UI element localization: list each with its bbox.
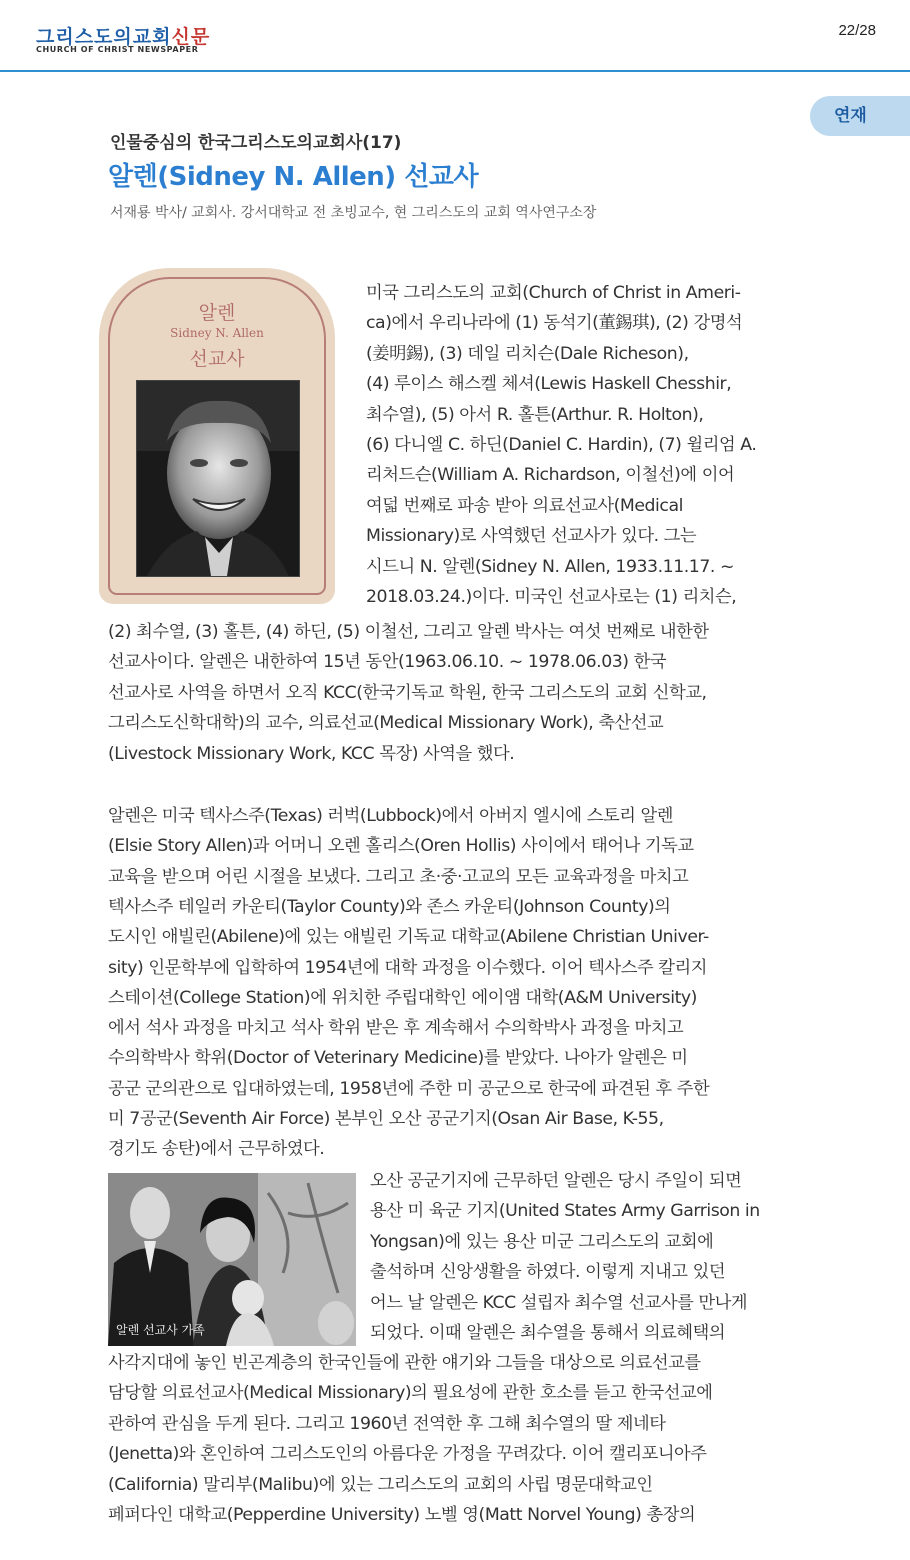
body-text-line: 미 7공군(Seventh Air Force) 본부인 오산 공군기지(Osan Air Base, K-55, bbox=[108, 1109, 664, 1129]
body-text-line: 사각지대에 놓인 빈곤계층의 한국인들에 관한 얘기와 그들을 대상으로 의료선교를 bbox=[108, 1353, 701, 1373]
body-text-line: (California) 말리부(Malibu)에 있는 그리스도의 교회의 사립 명문대학교인 bbox=[108, 1474, 653, 1495]
logo-subtitle: CHURCH OF CHRIST NEWSPAPER bbox=[36, 45, 199, 54]
body-text-line: 담당할 의료선교사(Medical Missionary)의 필요성에 관한 호소를 듣고 한국선교에 bbox=[108, 1383, 713, 1404]
body-text-line: 페퍼다인 대학교(Pepperdine University) 노벨 영(Matt Norvel Young) 총장의 bbox=[108, 1505, 696, 1525]
masthead bbox=[0, 0, 910, 72]
body-text-line: 공군 군의관으로 입대하였는데, 1958년에 주한 미 공군으로 한국에 파견된 후 주한 bbox=[108, 1078, 710, 1099]
body-text-line: (2) 최수열, (3) 홀튼, (4) 하딘, (5) 이철선, 그리고 알렌 박사는 여섯 번째로 내한한 bbox=[108, 622, 709, 642]
body-text-line: (6) 다니엘 C. 하딘(Daniel C. Hardin), (7) 윌리엄 A. bbox=[366, 435, 757, 455]
body-text-line: 텍사스주 테일러 카운티(Taylor County)와 존스 카운티(Johnson County)의 bbox=[108, 896, 671, 917]
portrait-name-en: Sidney N. Allen bbox=[170, 326, 264, 340]
body-text-line: sity) 인문학부에 입학하여 1954년에 대학 과정을 이수했다. 이어 텍사스주 칼리지 bbox=[108, 957, 707, 978]
body-text-line: 도시인 애빌린(Abilene)에 있는 애빌린 기독교 대학교(Abilene Christian Univer- bbox=[108, 927, 709, 948]
family-photo bbox=[108, 1173, 356, 1346]
body-text-line: 알렌은 미국 텍사스주(Texas) 러벅(Lubbock)에서 아버지 엘시에 스토리 알렌 bbox=[108, 806, 673, 826]
body-text-line: 그리스도신학대학)의 교수, 의료선교(Medical Missionary Work), 축산선교 bbox=[108, 713, 664, 734]
body-text-line: (Livestock Missionary Work, KCC 목장) 사역을 했다. bbox=[108, 743, 515, 764]
body-text-line: 경기도 송탄)에서 근무하였다. bbox=[108, 1139, 325, 1160]
body-text-line: 관하여 관심을 두게 된다. 그리고 1960년 전역한 후 그해 최수열의 딸 제네타 bbox=[108, 1413, 666, 1434]
body-text-line: ca)에서 우리나라에 (1) 동석기(董錫琪), (2) 강명석 bbox=[366, 313, 743, 334]
body-text-line: 미국 그리스도의 교회(Church of Christ in Ameri- bbox=[366, 283, 741, 303]
body-text-line: 시드니 N. 알렌(Sidney N. Allen, 1933.11.17. ~ bbox=[366, 556, 734, 577]
logo-text-blue: 그리스도의교회 bbox=[36, 26, 172, 48]
body-text-line: 에서 석사 과정을 마치고 석사 학위 받은 후 계속해서 수의학박사 과정을 마치고 bbox=[108, 1018, 684, 1039]
body-text-line: 어느 날 알렌은 KCC 설립자 최수열 선교사를 만나게 bbox=[370, 1292, 748, 1313]
body-text-line: 선교사이다. 알렌은 내한하여 15년 동안(1963.06.10. ~ 1978.06.03) 한국 bbox=[108, 652, 667, 673]
body-text-line: (4) 루이스 해스켈 체셔(Lewis Haskell Chesshir, bbox=[366, 374, 732, 395]
body-text-line: Missionary)로 사역했던 선교사가 있다. 그는 bbox=[366, 526, 697, 547]
body-text-line: 오산 공군기지에 근무하던 알렌은 당시 주일이 되면 bbox=[370, 1171, 742, 1191]
body-text-line: 여덟 번째로 파송 받아 의료선교사(Medical bbox=[366, 495, 683, 516]
article-title: 알렌(Sidney N. Allen) 선교사 bbox=[108, 162, 479, 192]
portrait-frame bbox=[99, 268, 335, 604]
body-text-line: 교육을 받으며 어린 시절을 보냈다. 그리고 초·중·고교의 모든 교육과정을 마치고 bbox=[108, 866, 689, 887]
body-text-line: 최수열), (5) 아서 R. 홀튼(Arthur. R. Holton), bbox=[366, 404, 704, 425]
body-text-line: (Jenetta)와 혼인하여 그리스도인의 아름다운 가정을 꾸려갔다. 이어 캘리포니아주 bbox=[108, 1444, 707, 1465]
body-text-line: 리처드슨(William A. Richardson, 이철선)에 이어 bbox=[366, 465, 735, 486]
logo-text-red: 신문 bbox=[171, 26, 211, 48]
body-text-line: Yongsan)에 있는 용산 미군 그리스도의 교회에 bbox=[370, 1231, 714, 1252]
body-text-line: 2018.03.24.)이다. 미국인 선교사로는 (1) 리치슨, bbox=[366, 587, 737, 607]
portrait-role: 선교사 bbox=[189, 348, 245, 370]
body-text-line: 되었다. 이때 알렌은 최수열을 통해서 의료혜택의 bbox=[370, 1323, 726, 1343]
body-text-line: 선교사로 사역을 하면서 오직 KCC(한국기독교 학원, 한국 그리스도의 교회 신학교, bbox=[108, 682, 707, 703]
body-text-line: (姜明錫), (3) 데일 리치슨(Dale Richeson), bbox=[366, 343, 689, 364]
body-text-line: 스테이션(College Station)에 위치한 주립대학인 에이앰 대학(A&M University) bbox=[108, 987, 697, 1008]
portrait-photo bbox=[136, 380, 300, 577]
body-text-line: (Elsie Story Allen)과 어머니 오렌 홀리스(Oren Hollis) 사이에서 태어나 기독교 bbox=[108, 836, 694, 857]
section-tag: 연재 bbox=[810, 96, 910, 136]
page-number: 22/28 bbox=[838, 22, 876, 39]
photo-caption: 알렌 선교사 가족 bbox=[116, 1323, 205, 1337]
series-title: 인물중심의 한국그리스도의교회사(17) bbox=[110, 133, 402, 153]
body-text-line: 출석하며 신앙생활을 하였다. 이렇게 지내고 있던 bbox=[370, 1262, 726, 1283]
byline: 서재룡 박사/ 교회사. 강서대학교 전 초빙교수, 현 그리스도의 교회 역사연구소장 bbox=[110, 205, 597, 221]
body-text-line: 수의학박사 학위(Doctor of Veterinary Medicine)를 받았다. 나아가 알렌은 미 bbox=[108, 1048, 688, 1069]
body-text-line: 용산 미 육군 기지(United States Army Garrison in bbox=[370, 1201, 760, 1222]
portrait-name-ko: 알렌 bbox=[198, 302, 236, 324]
